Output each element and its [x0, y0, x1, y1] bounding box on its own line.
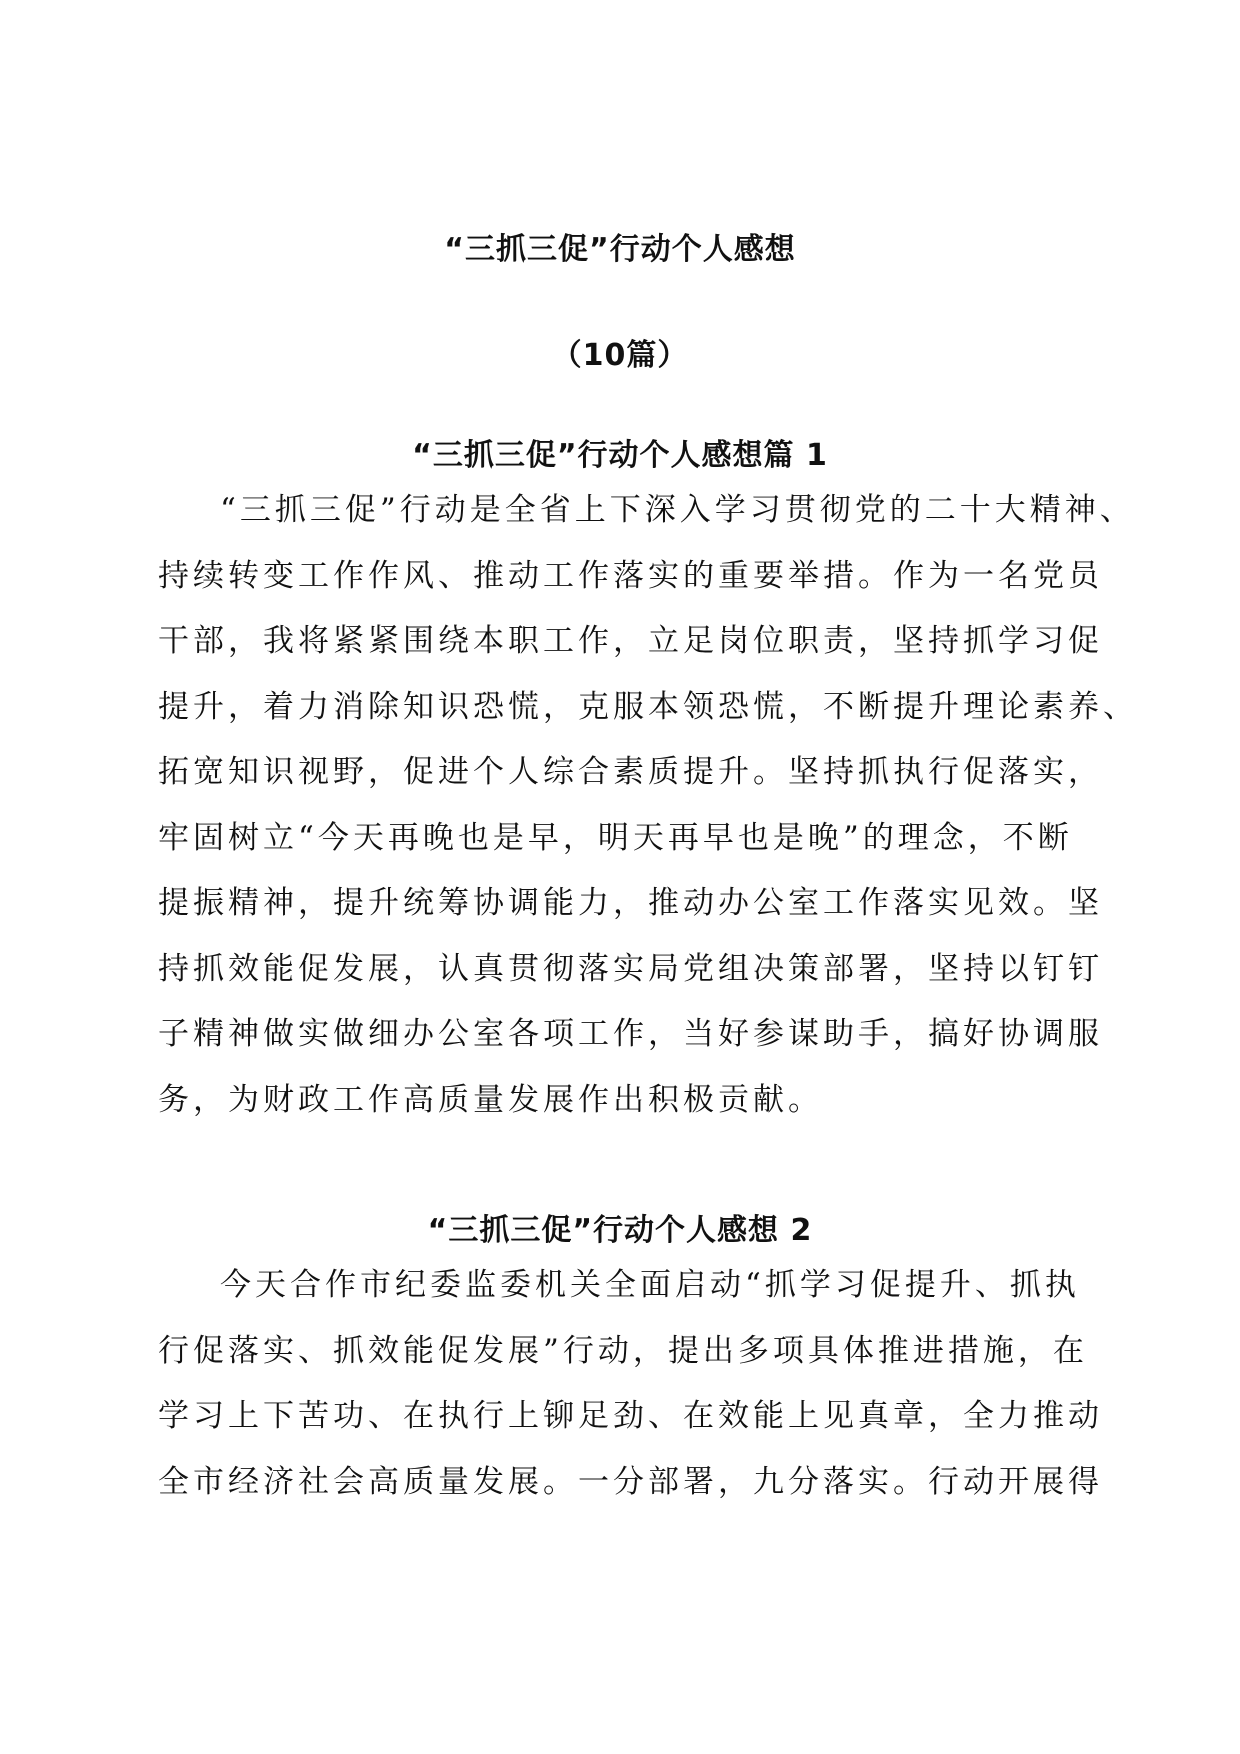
paragraph-line: 今天合作市纪委监委机关全面启动“抓学习促提升、抓执	[220, 1267, 1080, 1303]
section-2-paragraph	[158, 1253, 1103, 1515]
paragraph-line: 干部，我将紧紧围绕本职工作，立足岗位职责，坚持抓学习促	[158, 623, 1103, 659]
paragraph-line: 持续转变工作作风、推动工作落实的重要举措。作为一名党员	[158, 557, 1103, 594]
paragraph-line: 提升，着力消除知识恐慌，克服本领恐慌，不断提升理论素养、	[158, 688, 1138, 725]
paragraph-line: 行促落实、抓效能促发展”行动，提出多项具体推进措施，在	[158, 1332, 1088, 1369]
section-2-heading: “三抓三促”行动个人感想 2	[427, 1213, 813, 1248]
section-1-paragraph	[158, 478, 1138, 1133]
paragraph-line: 提振精神，提升统筹协调能力，推动办公室工作落实见效。坚	[158, 885, 1103, 921]
paragraph-line: 牢固树立“今天再晚也是早，明天再早也是晚”的理念，不断	[158, 819, 1073, 856]
paragraph-line: 学习上下苦功、在执行上铆足劲、在效能上见真章，全力推动	[158, 1398, 1103, 1434]
paragraph-line: 全市经济社会高质量发展。一分部署，九分落实。行动开展得	[158, 1463, 1103, 1500]
paragraph-line: 子精神做实做细办公室各项工作，当好参谋助手，搞好协调服	[158, 1016, 1103, 1052]
paragraph-line: “三抓三促”行动是全省上下深入学习贯彻党的二十大精神、	[220, 492, 1135, 528]
document-title: “三抓三促”行动个人感想	[444, 232, 796, 267]
section-1-heading: “三抓三促”行动个人感想篇 1	[412, 438, 828, 473]
paragraph-line: 持抓效能促发展，认真贯彻落实局党组决策部署，坚持以钉钉	[158, 950, 1103, 987]
paragraph-line: 务，为财政工作高质量发展作出积极贡献。	[158, 1081, 823, 1118]
document-subtitle: （10篇）	[551, 338, 689, 373]
paragraph-line: 拓宽知识视野，促进个人综合素质提升。坚持抓执行促落实，	[158, 754, 1103, 790]
